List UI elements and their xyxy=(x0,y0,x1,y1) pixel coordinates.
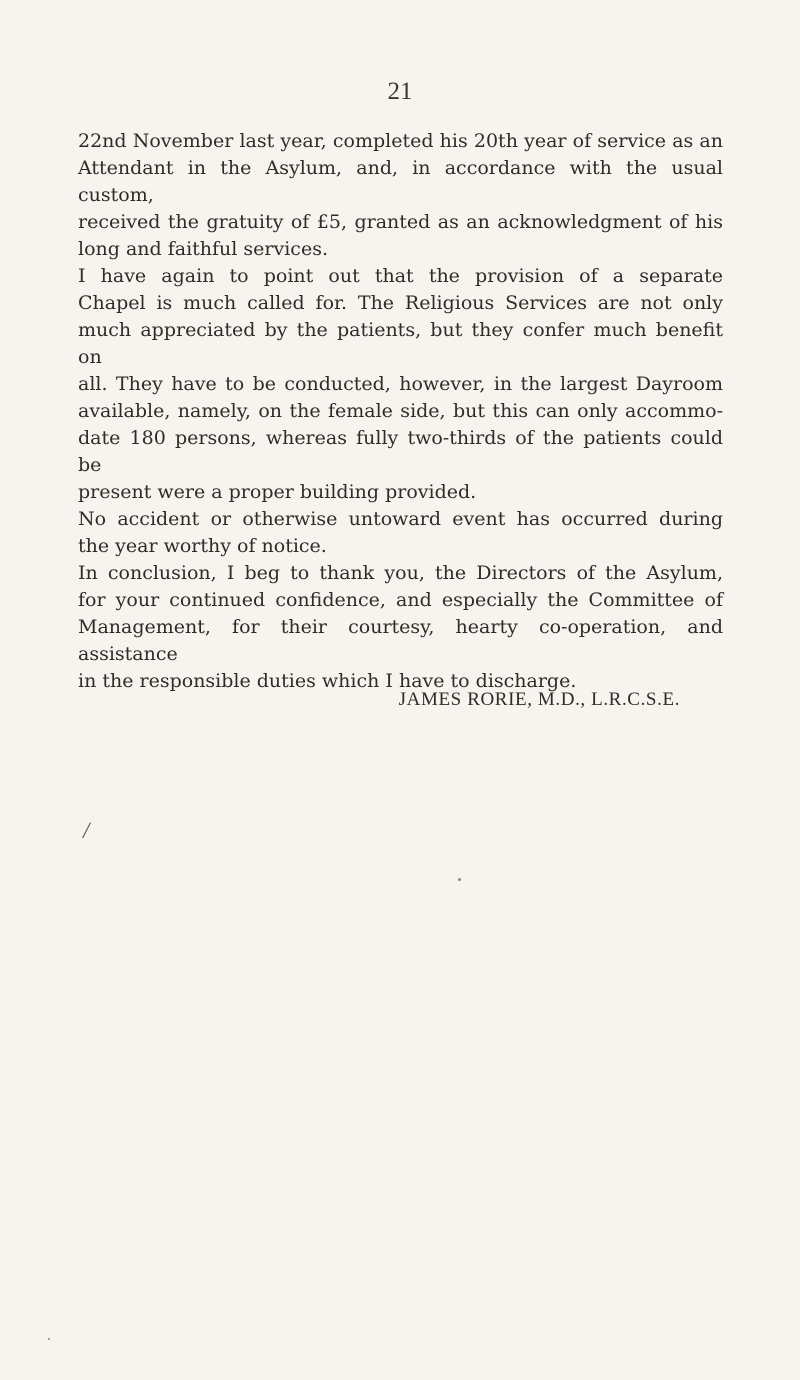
text-line: all. They have to be conducted, however, in the largest Dayroom xyxy=(78,373,723,395)
text-line: Chapel is much called for. The Religious Services are not only xyxy=(78,292,723,314)
paper-speck xyxy=(458,878,461,881)
text-line: No accident or otherwise untoward event has occurred during xyxy=(78,508,723,530)
text-line: available, namely, on the female side, but this can only accommo- xyxy=(78,400,723,422)
text-line: long and faithful services. xyxy=(78,238,328,260)
page-number: 21 xyxy=(387,78,413,105)
paragraph-accidents xyxy=(78,506,723,560)
paragraph-attendant-gratuity xyxy=(78,128,723,263)
paragraph-conclusion xyxy=(78,560,723,695)
text-line: present were a proper building provided. xyxy=(78,481,477,503)
text-line: the year worthy of notice. xyxy=(78,535,327,557)
text-line: in the responsible duties which I have to discharge. xyxy=(78,670,577,692)
paragraph-chapel xyxy=(78,263,723,506)
text-line: received the gratuity of £5, granted as an acknowledgment of his xyxy=(78,211,723,233)
text-line: much appreciated by the patients, but they confer much benefit on xyxy=(78,319,723,368)
text-line: I have again to point out that the provision of a separate xyxy=(78,265,723,287)
text-line: In conclusion, I beg to thank you, the Directors of the Asylum, xyxy=(78,562,723,584)
text-line: 22nd November last year, completed his 20th year of service as an xyxy=(78,130,723,152)
text-line: Attendant in the Asylum, and, in accordance with the usual custom, xyxy=(78,157,723,206)
body-text xyxy=(78,128,723,695)
text-line: Management, for their courtesy, hearty co-operation, and assistance xyxy=(78,616,723,665)
paper-speck xyxy=(48,1338,50,1340)
signature: JAMES RORIE, M.D., L.R.C.S.E. xyxy=(398,689,680,710)
stray-pencil-mark: / xyxy=(83,818,90,843)
text-line: for your continued confidence, and especially the Committee of xyxy=(78,589,723,611)
text-line: date 180 persons, whereas fully two-thirds of the patients could be xyxy=(78,427,723,476)
